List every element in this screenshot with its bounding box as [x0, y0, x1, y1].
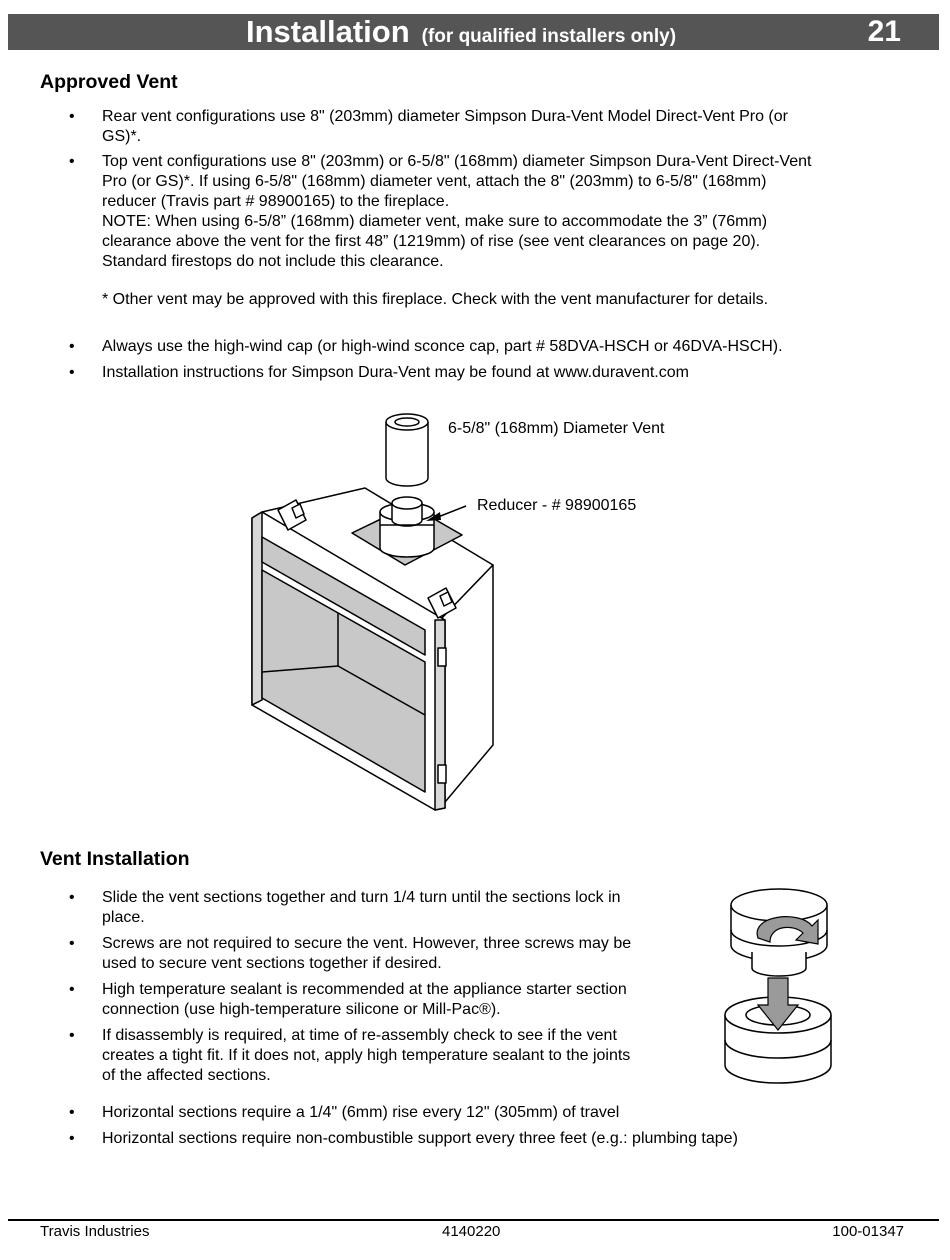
twist-lock-illustration: [715, 880, 835, 1090]
bullet-dot: •: [69, 1130, 75, 1147]
text-line: NOTE: When using 6-5/8” (168mm) diameter vent, make sure to accommodate the 3” (76mm): [102, 213, 768, 230]
bullet-dot: •: [69, 1027, 75, 1044]
vent-installation-heading: Vent Installation: [40, 848, 190, 870]
footer-divider: [8, 1219, 939, 1221]
list-item: [0, 363, 783, 383]
text-line: connection (use high-temperature silicone or Mill-Pac®).: [102, 1001, 501, 1018]
list-item: [0, 1129, 738, 1149]
bullet-dot: •: [69, 889, 75, 906]
page-number: 21: [867, 15, 901, 48]
text-line: Standard firestops do not include this clearance.: [102, 253, 444, 270]
vent-diameter-label: 6-5/8" (168mm) Diameter Vent: [448, 420, 665, 437]
list-item: [0, 1103, 738, 1123]
text-line: Top vent configurations use 8" (203mm) or 6-5/8" (168mm) diameter Simpson Dura-Vent Direct-Vent: [102, 153, 812, 170]
text-line: Installation instructions for Simpson Dura-Vent may be found at www.duravent.com: [102, 364, 689, 381]
footer-company: Travis Industries: [40, 1223, 150, 1240]
reducer-label: Reducer - # 98900165: [477, 497, 637, 514]
footer-part-number: 100-01347: [832, 1223, 904, 1240]
text-line: place.: [102, 909, 145, 926]
list-item: [0, 888, 631, 928]
bullet-dot: •: [69, 108, 75, 125]
bullet-dot: •: [69, 935, 75, 952]
text-line: Horizontal sections require a 1/4" (6mm) rise every 12" (305mm) of travel: [102, 1104, 620, 1121]
title-subtitle: (for qualified installers only): [421, 26, 677, 47]
list-item: [0, 934, 631, 974]
text-line: creates a tight fit. If it does not, apply high temperature sealant to the joints: [102, 1047, 631, 1064]
approved-vent-list: [0, 107, 788, 147]
title-main: Installation: [246, 14, 410, 49]
page-title: [246, 14, 676, 55]
bullet-dot: •: [69, 338, 75, 355]
list-item: [0, 337, 783, 357]
text-line: Always use the high-wind cap (or high-wind sconce cap, part # 58DVA-HSCH or 46DVA-HSCH).: [102, 338, 783, 355]
bullet-dot: •: [69, 364, 75, 381]
list-item: [0, 107, 788, 147]
vent-installation-list-2: [0, 1103, 738, 1149]
approved-vent-list-2: [0, 152, 811, 272]
text-line: Rear vent configurations use 8" (203mm) diameter Simpson Dura-Vent Model Direct-Vent Pro (or: [102, 108, 788, 125]
bullet-dot: •: [69, 1104, 75, 1121]
list-item: [0, 152, 811, 272]
text-line: clearance above the vent for the first 48” (1219mm) of rise (see vent clearances on page 20).: [102, 233, 761, 250]
fireplace-vent-diagram: [240, 405, 700, 815]
bullet-dot: •: [69, 153, 75, 170]
text-line: Horizontal sections require non-combustible support every three feet (e.g.: plumbing tape): [102, 1130, 738, 1147]
text-line: used to secure vent sections together if desired.: [102, 955, 442, 972]
text-line: Pro (or GS)*. If using 6-5/8" (168mm) diameter vent, attach the 8" (203mm) to 6-5/8" (168mm): [102, 173, 767, 190]
vent-pipe: [386, 422, 428, 486]
text-line: If disassembly is required, at time of re-assembly check to see if the vent: [102, 1027, 617, 1044]
approved-vent-list-3: [0, 337, 783, 383]
footnote: * Other vent may be approved with this fireplace. Check with the vent manufacturer for details.: [102, 291, 769, 308]
text-line: Screws are not required to secure the vent. However, three screws may be: [102, 935, 632, 952]
footer-doc-number: 4140220: [442, 1223, 501, 1240]
text-line: reducer (Travis part # 98900165) to the fireplace.: [102, 193, 450, 210]
approved-vent-heading: Approved Vent: [40, 71, 178, 93]
list-item: [0, 1026, 631, 1086]
header-bar: [8, 14, 939, 50]
text-line: High temperature sealant is recommended at the appliance starter section: [102, 981, 627, 998]
bullet-dot: •: [69, 981, 75, 998]
text-line: GS)*.: [102, 128, 142, 145]
text-line: of the affected sections.: [102, 1067, 271, 1084]
text-line: Slide the vent sections together and turn 1/4 turn until the sections lock in: [102, 889, 621, 906]
vent-installation-list: [0, 888, 631, 1086]
list-item: [0, 980, 631, 1020]
